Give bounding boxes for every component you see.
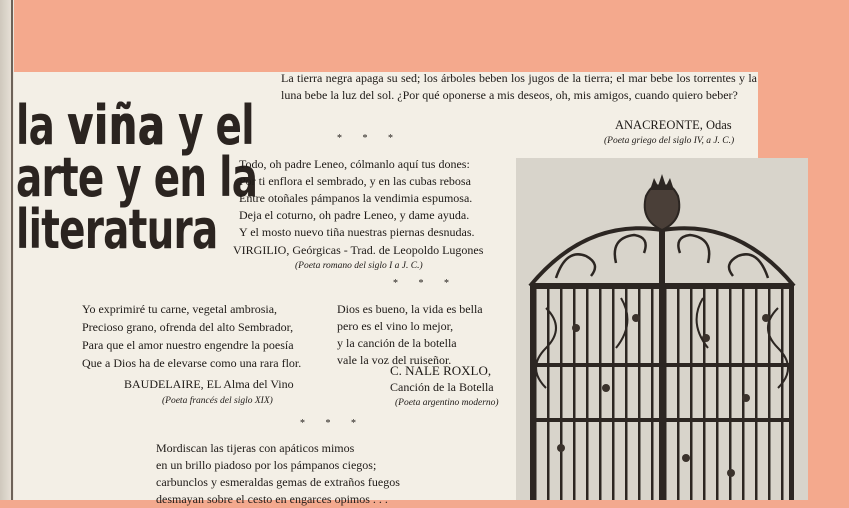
anacreonte-quote: La tierra negra apaga su sed; los árboles beben los jugos de la tierra; el mar bebe los torrentes y la luna bebe la luz del sol. ¿Por qué oponerse a mis deseos, oh, mis amigos, cuando quiero beber? <box>281 71 757 102</box>
baudelaire-line-1: Yo exprimiré tu carne, vegetal ambrosia, <box>82 302 278 316</box>
separator-2: * * * <box>393 278 458 289</box>
nale-work: Canción de la Botella <box>390 380 494 394</box>
virgilio-line-3: Entre otoñales pámpanos la vendimia espumosa. <box>239 191 473 205</box>
anacreonte-author: ANACREONTE, Odas <box>615 118 732 132</box>
nale-line-4: vale la voz del ruiseñor. <box>337 353 452 367</box>
nale-line-2: pero es el vino lo mejor, <box>337 319 454 333</box>
baudelaire-author: BAUDELAIRE, EL Alma del Vino <box>124 377 294 391</box>
baudelaire-line-4: Que a Dios ha de elevarse como una rara flor. <box>82 356 302 370</box>
bottom-line-2: en un brillo piadoso por los pámpanos ciegos; <box>156 458 377 472</box>
title-word-la: la <box>16 94 67 157</box>
separator-3: * * * <box>300 418 365 429</box>
virgilio-line-1: Todo, oh padre Leneo, cólmanlo aquí tus dones: <box>239 157 470 171</box>
salmon-background-top <box>0 0 849 72</box>
page-title <box>16 94 258 261</box>
virgilio-source: (Poeta romano del siglo I a J. C.) <box>295 261 423 271</box>
title-line-2: arte y en la <box>16 146 258 209</box>
virgilio-line-2: Por ti enflora el sembrado, y en las cubas rebosa <box>239 174 471 188</box>
separator-1: * * * <box>337 133 402 144</box>
nale-line-3: y la canción de la botella <box>337 336 457 350</box>
bottom-line-3: carbunclos y esmeraldas gemas de extraños fuegos <box>156 475 400 489</box>
title-line-1 <box>16 94 257 157</box>
virgilio-author: VIRGILIO, Geórgicas - Trad. de Leopoldo Lugones <box>233 243 484 257</box>
title-word-vina: viña <box>66 94 166 157</box>
title-line-3: literatura <box>16 198 218 261</box>
nale-source: (Poeta argentino moderno) <box>395 398 499 408</box>
bottom-line-4: desmayan sobre el cesto en engarces opimos . . . <box>156 492 388 506</box>
wrought-iron-gate-photo <box>516 158 808 500</box>
title-word-yel: y el <box>165 94 254 157</box>
nale-author: C. NALE ROXLO, <box>390 363 492 378</box>
virgilio-line-4: Deja el coturno, oh padre Leneo, y dame ayuda. <box>239 208 470 222</box>
page-fold-edge <box>0 0 14 500</box>
virgilio-line-5: Y el mosto nuevo tiña nuestras piernas desnudas. <box>239 225 475 239</box>
bottom-line-1: Mordiscan las tijeras con apáticos mimos <box>156 441 355 455</box>
gate-illustration <box>516 158 808 500</box>
baudelaire-line-2: Precioso grano, ofrenda del alto Sembrador, <box>82 320 294 334</box>
baudelaire-line-3: Para que el amor nuestro engendre la poesía <box>82 338 294 352</box>
anacreonte-source: (Poeta griego del siglo IV, a J. C.) <box>604 136 735 146</box>
nale-line-1: Dios es bueno, la vida es bella <box>337 302 483 316</box>
baudelaire-source: (Poeta francés del siglo XIX) <box>162 396 273 406</box>
